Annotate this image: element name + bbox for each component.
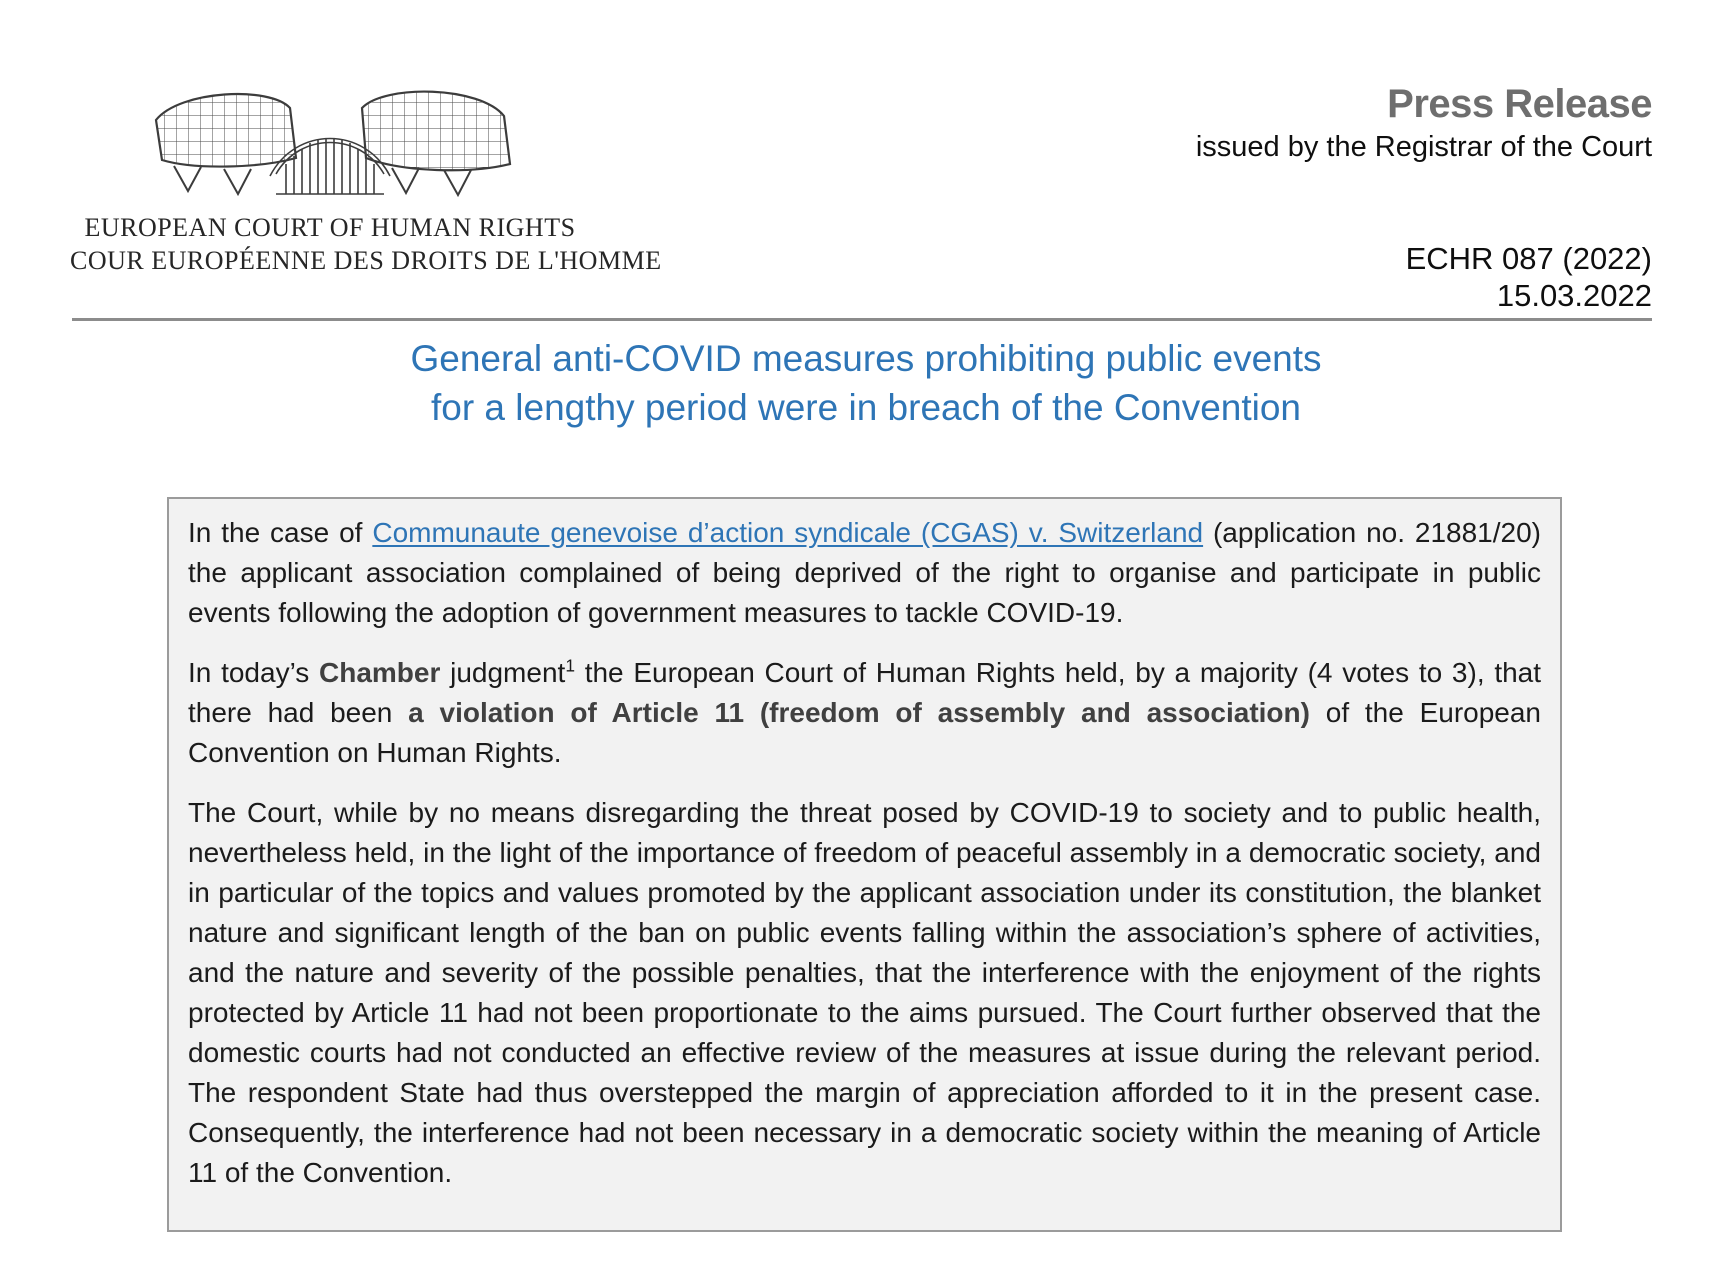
paragraph	[188, 793, 1541, 1193]
press-release-block	[1196, 82, 1652, 314]
text-run: The Court, while by no means disregarding the threat posed by COVID-19 to society and to public health, nevertheless held, in the light of the importance of freedom of peaceful assembly in a democratic society, and in particular of the topics and values promoted by the applicant association under its constitution, the blanket nature and significant length of the ban on public events falling within the association’s sphere of activities, and the nature and severity of the possible penalties, that the interference with the enjoyment of the rights protected by Article 11 had not been proportionate to the aims pursued. The Court further observed that the domestic courts had not conducted an effective review of the measures at issue during the relevant period. The respondent State had thus overstepped the margin of appreciation afforded to it in the present case. Consequently, the interference had not been necessary in a democratic society within the meaning of Article 11 of the Convention.	[188, 797, 1541, 1188]
release-date: 15.03.2022	[1496, 278, 1652, 313]
text-run: (application no. 21881/20) the applicant association complained of being deprived of the right to organise and participate in public events following the adoption of government measures to tackle COVID-19.	[188, 517, 1541, 628]
issued-by-line: issued by the Registrar of the Court	[1195, 131, 1652, 163]
text-run: In the case of	[188, 517, 373, 548]
text-run: In today’s	[188, 657, 320, 688]
document-number: ECHR 087 (2022)	[1405, 241, 1652, 276]
logo-text-french: COUR EUROPÉENNE DES DROITS DE L'HOMME	[70, 246, 662, 275]
logo-text-english: EUROPEAN COURT OF HUMAN RIGHTS	[84, 213, 576, 242]
press-release-heading: Press Release	[1387, 82, 1652, 126]
paragraph	[188, 653, 1541, 773]
right-tower-shape	[362, 92, 510, 195]
text-run: judgment	[440, 657, 566, 688]
page-title	[0, 334, 1732, 432]
echr-logo	[70, 76, 662, 277]
summary-box	[167, 497, 1562, 1232]
text-run: of the European Convention on Human Rights.	[188, 697, 1542, 768]
page-title-text: General anti-COVID measures prohibiting public events for a lengthy period were in breach of the Convention	[410, 338, 1322, 428]
bold-highlight: Chamber	[319, 657, 441, 688]
bold-highlight: a violation of Article 11 (freedom of assembly and association)	[408, 697, 1310, 728]
header-divider	[72, 318, 1652, 321]
case-link[interactable]: Communaute genevoise d’action syndicale (CGAS) v. Switzerland	[372, 517, 1204, 548]
echr-building-icon	[140, 76, 520, 201]
text-run: the European Court of Human Rights held, by a majority (4 votes to 3), that there had been	[188, 657, 1542, 728]
left-tower-shape	[156, 94, 296, 194]
footnote-reference: 1	[565, 655, 575, 676]
paragraph	[188, 513, 1541, 633]
